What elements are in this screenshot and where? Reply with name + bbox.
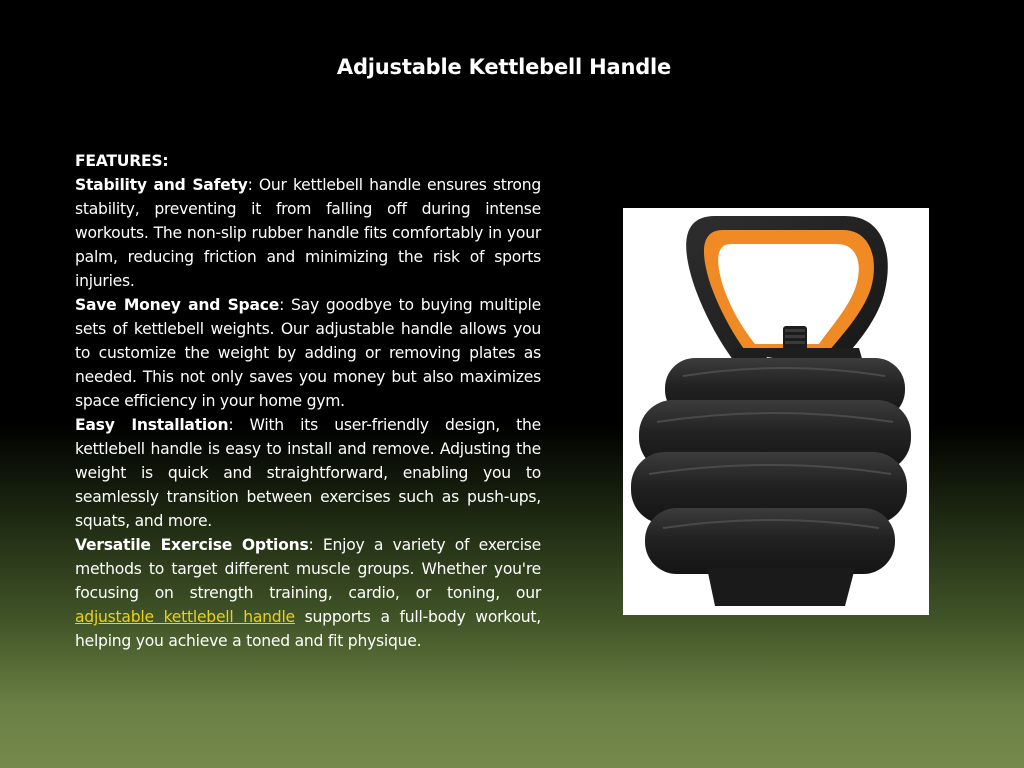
kettlebell-illustration <box>623 208 929 615</box>
feature-term: Easy Installation <box>75 416 229 434</box>
product-link[interactable]: adjustable kettlebell handle <box>75 608 295 626</box>
feature-term: Stability and Safety <box>75 176 248 194</box>
feature-description: : Say goodbye to buying multiple sets of kettlebell weights. Our adjustable handle allows you to customize the weight by adding or removing plates as needed. This not only saves you money but also maximizes space efficiency in your home gym. <box>75 296 541 410</box>
bottom-cap <box>707 568 855 606</box>
features-heading: FEATURES: <box>75 152 169 170</box>
feature-description: : Our kettlebell handle ensures strong stability, preventing it from falling off during intense workouts. The non-slip rubber handle fits comfortably in your palm, reducing friction and minimizing the risk of sports injuries. <box>75 176 541 290</box>
feature-description: : Enjoy a variety of exercise methods to target different muscle groups. Whether you're focusing on strength training, cardio, or toning, our <box>75 536 542 602</box>
feature-stability <box>75 173 541 293</box>
feature-term: Save Money and Space <box>75 296 280 314</box>
feature-save-money <box>75 293 541 413</box>
feature-term: Versatile Exercise Options <box>75 536 309 554</box>
kettlebell-product-image <box>623 208 929 615</box>
slide-title: Adjustable Kettlebell Handle <box>336 55 672 79</box>
weight-plate <box>645 508 895 574</box>
feature-description: : With its user-friendly design, the kettlebell handle is easy to install and remove. Adjusting the weight is quick and straightforward, enabling you to seamlessly transition between exercises such as push-ups, squats, and more. <box>75 416 541 530</box>
feature-description: supports a full-body workout, helping you achieve a toned and fit physique. <box>75 608 541 650</box>
features-text <box>75 149 541 653</box>
feature-installation <box>75 413 541 533</box>
feature-versatile <box>75 533 541 653</box>
